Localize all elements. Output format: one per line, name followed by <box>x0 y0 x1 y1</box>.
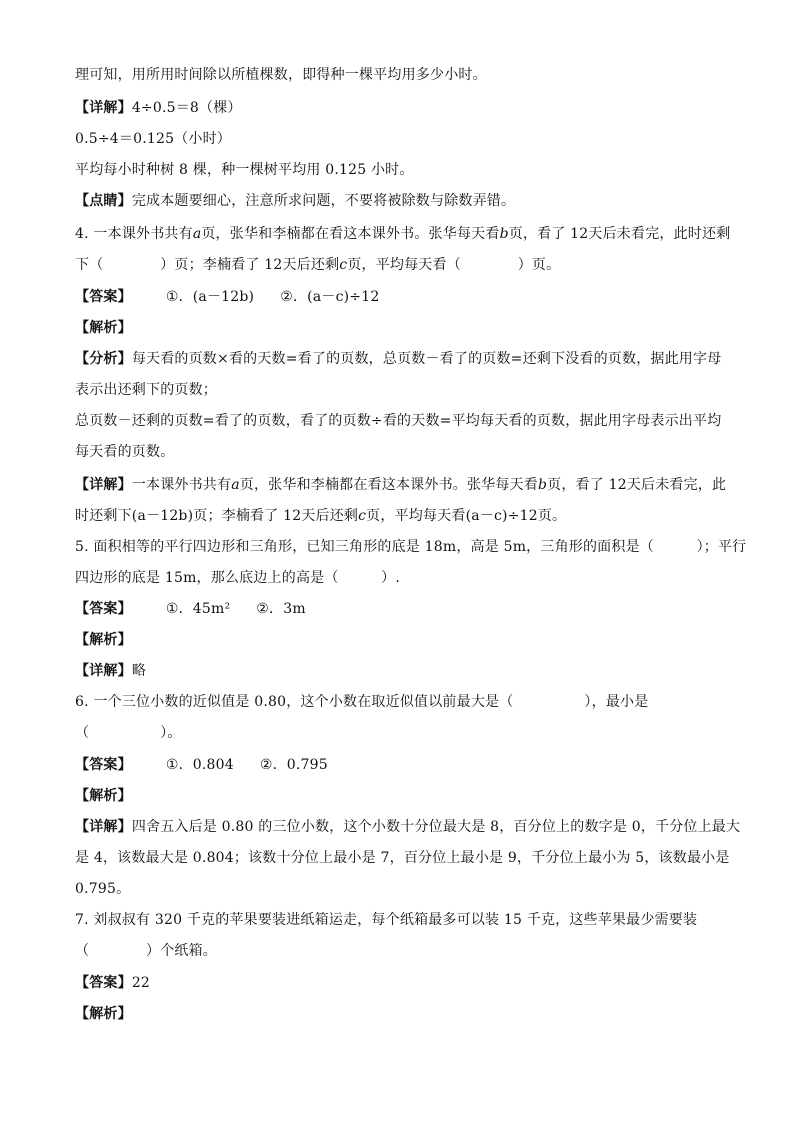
section-tag: 【详解】 <box>75 819 132 835</box>
line-text: 略 <box>131 663 147 679</box>
line-text: 每天看的页数。 <box>75 444 175 460</box>
line-text: 页，平均每天看（ ）页。 <box>347 257 561 273</box>
text-line <box>75 129 231 149</box>
line-text: 页，张华和李楠都在看这本课外书。张华每天看 <box>201 226 500 242</box>
section-tag: 【详解】 <box>75 663 132 679</box>
section-tag: 【答案】 <box>75 975 132 991</box>
line-text: 完成本题要细心，注意所求问题，不要将被除数与除数弄错。 <box>131 193 516 209</box>
detail-line <box>75 475 726 495</box>
line-text: （ ）。 <box>75 725 182 741</box>
section-tag: 【解析】 <box>75 632 132 648</box>
line-text: 下（ ）页；李楠看了 12天后还剩 <box>75 257 340 273</box>
question-7-line-1 <box>75 910 697 930</box>
line-text: 页，看了 12天后未看完，此时还剩 <box>508 226 731 242</box>
answer-item: ②．0.795 <box>259 757 328 773</box>
line-text: 6. 一个三位小数的近似值是 0.80，这个小数在取近似值以前最大是（ ），最小是 <box>75 694 649 710</box>
question-6-line-1 <box>75 692 648 712</box>
section-tag: 【分析】 <box>75 351 132 367</box>
answer-item: ①．(a－12b) <box>165 289 255 305</box>
line-text: 每天看的页数×看的天数=看了的页数，总页数－看了的页数=还剩下没看的页数，据此用字母 <box>131 351 722 367</box>
detail-line <box>75 661 146 681</box>
line-text: 理可知，用所用时间除以所植棵数，即得种一棵平均用多少小时。 <box>75 67 487 83</box>
text-line <box>75 411 721 431</box>
answer-item: ①．45m² <box>165 601 231 617</box>
analysis-line <box>75 318 132 338</box>
line-text: 平均每小时种树 8 棵，种一棵树平均用 0.125 小时。 <box>75 162 414 178</box>
text-line <box>75 506 566 526</box>
section-tag: 【解析】 <box>75 788 132 804</box>
section-tag: 【答案】 <box>75 601 132 617</box>
line-text: 四舍五入后是 0.80 的三位小数，这个小数十分位最大是 8，百分位上的数字是 0，千分位上最大 <box>131 819 741 835</box>
variable-c: c <box>339 257 348 273</box>
analysis-detail-line-1 <box>75 349 721 369</box>
line-text: 是 4，该数最大是 0.804；该数十分位上最小是 7，百分位上最小是 9，千分位上最小为 5，该数最小是 <box>75 850 730 866</box>
section-tag: 【详解】 <box>75 477 132 493</box>
answer-line <box>75 599 306 619</box>
section-tag: 【解析】 <box>75 320 132 336</box>
line-text: 0.5÷4＝0.125（小时） <box>75 131 231 147</box>
line-text: 四边形的底是 15m，那么底边上的高是（ ）. <box>75 570 400 586</box>
line-text: （ ）个纸箱。 <box>75 943 217 959</box>
text-line <box>75 380 217 400</box>
line-text: 4÷0.5＝8（棵） <box>131 100 242 116</box>
section-tag: 【解析】 <box>75 1006 132 1022</box>
variable-b: b <box>537 477 548 493</box>
text-line <box>75 442 174 462</box>
question-5-line-1 <box>75 537 746 557</box>
answer-item: ②．(a－c)÷12 <box>280 289 380 305</box>
line-text: 页，平均每天看(a－c)÷12页。 <box>366 508 567 524</box>
variable-b: b <box>499 226 509 242</box>
text-line <box>75 65 487 85</box>
variable-a: a <box>192 226 202 242</box>
answer-line <box>75 973 150 993</box>
line-text: 一本课外书共有 <box>131 477 232 493</box>
section-tag: 【答案】 <box>75 289 132 305</box>
analysis-line <box>75 630 132 650</box>
line-text: 时还剩下(a－12b)页；李楠看了 12天后还剩 <box>75 508 359 524</box>
detail-line <box>75 817 740 837</box>
line-text: 页，看了 12天后未看完，此 <box>547 477 727 493</box>
question-4-line-2 <box>75 255 560 275</box>
section-tag: 【详解】 <box>75 100 132 116</box>
section-tag: 【答案】 <box>75 757 132 773</box>
line-text: 7. 刘叔叔有 320 千克的苹果要装进纸箱运走，每个纸箱最多可以装 15 千克，这些苹果最少需要装 <box>75 912 698 928</box>
line-text: 页，张华和李楠都在看这本课外书。张华每天看 <box>239 477 538 493</box>
section-tag: 【点睛】 <box>75 193 132 209</box>
question-7-line-2 <box>75 941 217 961</box>
variable-c: c <box>358 508 367 524</box>
answer-line <box>75 287 379 307</box>
text-line <box>75 160 414 180</box>
answer-item: ①．0.804 <box>165 757 234 773</box>
answer-line <box>75 755 328 775</box>
line-text: 表示出还剩下的页数； <box>75 382 217 398</box>
text-line <box>75 848 730 868</box>
question-4-line-1 <box>75 224 730 244</box>
answer-item: 22 <box>131 975 151 991</box>
tip-line <box>75 191 515 211</box>
line-text: 5. 面积相等的平行四边形和三角形，已知三角形的底是 18m，高是 5m，三角形的面积是（ ）；平行 <box>75 539 747 555</box>
answer-item: ②．3m <box>256 601 306 617</box>
line-text: 0.795。 <box>75 881 131 897</box>
variable-a: a <box>231 477 240 493</box>
line-text: 总页数－还剩的页数=看了的页数，看了的页数÷看的天数=平均每天看的页数，据此用字母表示出平均 <box>75 413 722 429</box>
question-5-line-2 <box>75 568 400 588</box>
detail-line <box>75 98 242 118</box>
text-line <box>75 879 130 899</box>
analysis-line <box>75 1004 132 1024</box>
line-text: 4. 一本课外书共有 <box>75 226 193 242</box>
analysis-line <box>75 786 132 806</box>
question-6-line-2 <box>75 723 182 743</box>
